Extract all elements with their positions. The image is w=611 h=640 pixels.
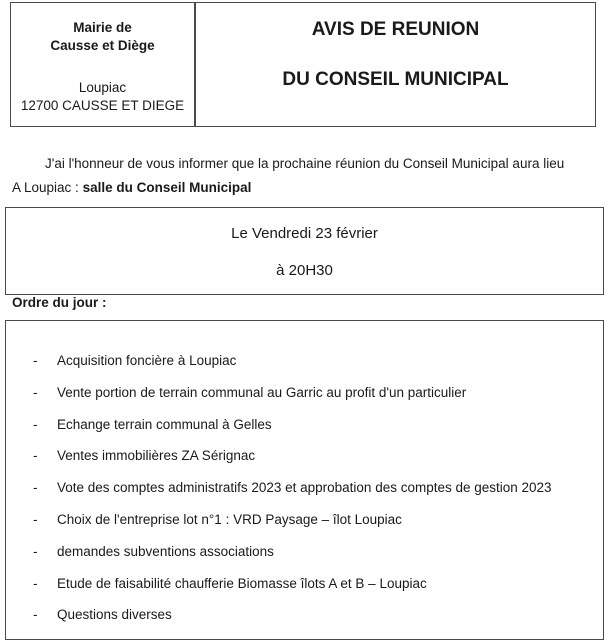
notice-title-line2: DU CONSEIL MUNICIPAL: [282, 69, 509, 90]
agenda-box: [5, 320, 604, 640]
agenda-item-text: Ventes immobilières ZA Sérignac: [57, 448, 256, 464]
mairie-address-line2: 12700 CAUSSE ET DIEGE: [20, 98, 185, 113]
meeting-time: à 20H30: [276, 262, 333, 279]
mairie-name: [11, 19, 194, 55]
agenda-item-text: Acquisition foncière à Loupiac: [57, 353, 237, 368]
agenda-item-bullet: -: [33, 543, 38, 559]
agenda-item-bullet: -: [33, 575, 38, 591]
agenda-item-text: Echange terrain communal à Gelles: [57, 416, 272, 432]
agenda-item-bullet: -: [33, 384, 38, 400]
agenda-item-text: Vote des comptes administratifs 2023 et approbation des comptes de gestion 2023: [57, 480, 552, 496]
intro-text: J'ai l'honneur de vous informer que la prochaine réunion du Conseil Municipal aura lieu: [45, 156, 565, 171]
mairie-address: [11, 79, 194, 115]
mairie-name-line1: Mairie de: [73, 20, 132, 35]
agenda-item-bullet: -: [33, 353, 38, 368]
agenda-item-bullet: -: [33, 512, 38, 527]
meeting-datetime-box: [5, 207, 604, 295]
meeting-place: [12, 180, 251, 195]
agenda-item-text: Vente portion de terrain communal au Garric au profit d'un particulier: [57, 384, 467, 400]
agenda-heading: Ordre du jour :: [12, 295, 107, 310]
agenda-item-bullet: -: [33, 448, 38, 464]
mairie-address-line1: Loupiac: [78, 80, 127, 95]
agenda-item-bullet: -: [33, 416, 38, 432]
mairie-header-box: [10, 2, 195, 127]
agenda-item-text: demandes subventions associations: [57, 543, 274, 559]
agenda-item-text: Etude de faisabilité chaufferie Biomasse îlots A et B – Loupiac: [57, 575, 427, 591]
agenda-item-text: Choix de l'entreprise lot n°1 : VRD Paysage – îlot Loupiac: [57, 512, 402, 527]
mairie-name-line2: Causse et Diège: [50, 38, 155, 53]
agenda-item-bullet: -: [33, 480, 38, 496]
agenda-item-text: Questions diverses: [57, 607, 172, 623]
notice-title-box: [195, 2, 596, 127]
notice-title-line1: AVIS DE REUNION: [311, 19, 480, 40]
meeting-place-prefix: A Loupiac :: [12, 180, 83, 195]
meeting-place-location: salle du Conseil Municipal: [82, 180, 252, 195]
agenda-item-bullet: -: [33, 607, 38, 623]
meeting-date: Le Vendredi 23 février: [231, 225, 378, 242]
